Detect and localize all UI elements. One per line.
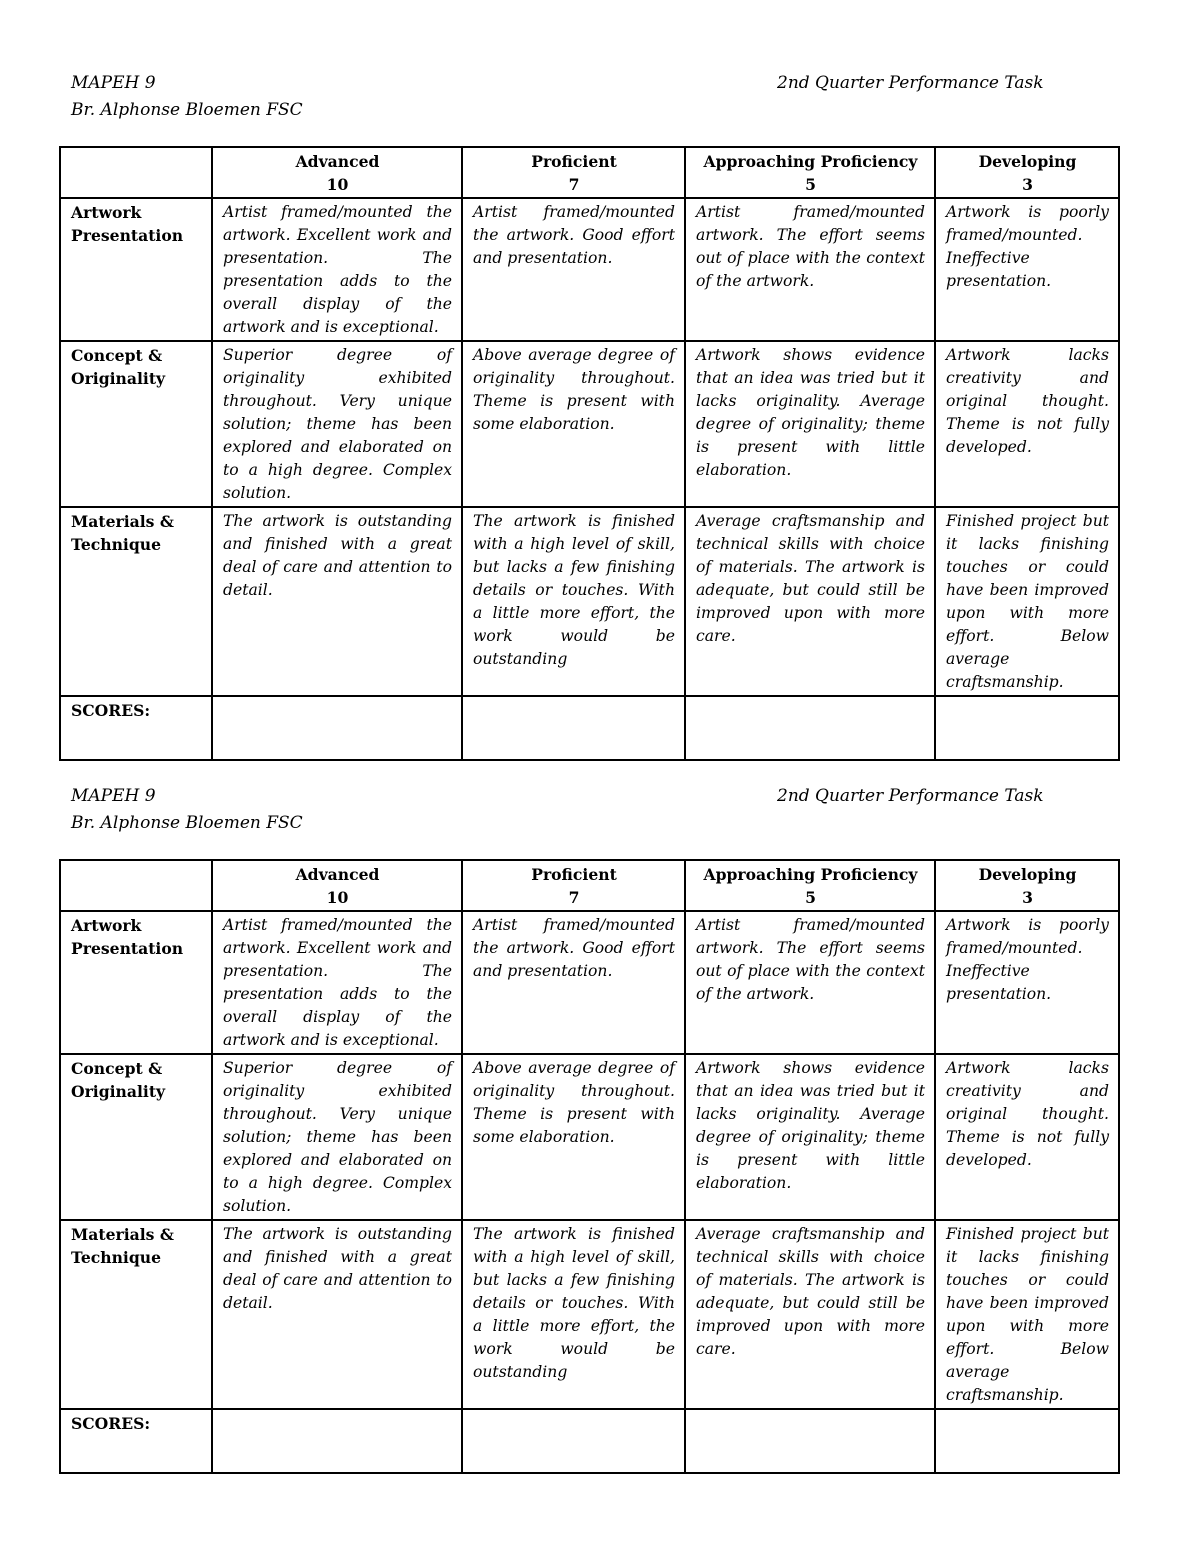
descriptor-cell: Finished project but it lacks finishing touches or could have been improved upon with more effort. Below average craftsmanship. [935,1220,1119,1409]
criterion-line: Technique [71,1248,161,1267]
criterion-line: Concept & [71,346,163,365]
criterion-line: Materials & [71,512,174,531]
score-cell-developing[interactable] [935,1409,1119,1473]
criterion-label [60,911,212,1054]
criterion-line: Presentation [71,939,184,958]
sheet-header [0,783,1200,859]
score-cell-approaching[interactable] [685,1409,935,1473]
subject-title: MAPEH 9 [71,786,156,806]
level-proficient [462,860,685,911]
descriptor-cell: Artist framed/mounted artwork. The effort seems out of place with the context of the artwork. [685,198,935,341]
score-cell-advanced[interactable] [212,696,462,760]
level-developing [935,860,1119,911]
level-points: 5 [805,175,816,194]
level-name: Proficient [531,152,617,171]
teacher-name: Br. Alphonse Bloemen FSC [71,813,303,833]
descriptor-cell: The artwork is outstanding and finished with a great deal of care and attention to detail. [212,507,462,696]
level-approaching [685,860,935,911]
rubric-sheet-1 [0,70,1200,720]
descriptor-cell: Artwork shows evidence that an idea was tried but it lacks originality. Average degree of originality; theme is present with little elaboration. [685,1054,935,1220]
corner-cell [60,860,212,911]
descriptor-cell: Superior degree of originality exhibited throughout. Very unique solution; theme has been explored and elaborated on to a high degree. Complex solution. [212,1054,462,1220]
descriptor-cell: Finished project but it lacks finishing touches or could have been improved upon with more effort. Below average craftsmanship. [935,507,1119,696]
level-name: Proficient [531,865,617,884]
descriptor-cell: Artist framed/mounted the artwork. Excellent work and presentation. The presentation adds to the overall display of the artwork and is exceptional. [212,198,462,341]
level-name: Advanced [295,152,380,171]
level-name: Advanced [295,865,380,884]
level-points: 3 [1022,175,1033,194]
criterion-row-concept [60,1054,1119,1220]
level-points: 5 [805,888,816,907]
descriptor-cell: Artist framed/mounted the artwork. Excellent work and presentation. The presentation adds to the overall display of the artwork and is exceptional. [212,911,462,1054]
descriptor-cell: Superior degree of originality exhibited throughout. Very unique solution; theme has been explored and elaborated on to a high degree. Complex solution. [212,341,462,507]
criterion-row-presentation [60,911,1119,1054]
level-points: 7 [568,175,580,194]
score-cell-proficient[interactable] [462,696,685,760]
criterion-line: Materials & [71,1225,174,1244]
corner-cell [60,147,212,198]
descriptor-cell: Artwork lacks creativity and original thought. Theme is not fully developed. [935,341,1119,507]
criterion-row-presentation [60,198,1119,341]
descriptor-cell: Artist framed/mounted the artwork. Good effort and presentation. [462,911,685,1054]
level-developing [935,147,1119,198]
descriptor-cell: Artwork shows evidence that an idea was tried but it lacks originality. Average degree of originality; theme is present with little elaboration. [685,341,935,507]
descriptor-cell: Above average degree of originality throughout. Theme is present with some elaboration. [462,1054,685,1220]
level-name: Developing [978,865,1077,884]
level-points: 7 [568,888,580,907]
descriptor-cell: Artwork lacks creativity and original thought. Theme is not fully developed. [935,1054,1119,1220]
level-approaching [685,147,935,198]
level-points: 3 [1022,888,1033,907]
teacher-name: Br. Alphonse Bloemen FSC [71,100,303,120]
descriptor-cell: The artwork is outstanding and finished with a great deal of care and attention to detail. [212,1220,462,1409]
criterion-row-concept [60,341,1119,507]
criterion-line: Presentation [71,226,184,245]
scores-row [60,1409,1119,1473]
criterion-label [60,1220,212,1409]
scores-label: SCORES: [60,1409,212,1473]
level-proficient [462,147,685,198]
descriptor-cell: Above average degree of originality throughout. Theme is present with some elaboration. [462,341,685,507]
criterion-line: Artwork [71,916,142,935]
descriptor-cell: Artist framed/mounted the artwork. Good effort and presentation. [462,198,685,341]
score-cell-approaching[interactable] [685,696,935,760]
descriptor-cell: Average craftsmanship and technical skills with choice of materials. The artwork is adequate, but could still be improved upon with more care. [685,507,935,696]
score-cell-proficient[interactable] [462,1409,685,1473]
descriptor-cell: The artwork is finished with a high level of skill, but lacks a few finishing details or touches. With a little more effort, the work would be outstanding [462,507,685,696]
descriptor-cell: Artwork is poorly framed/mounted. Ineffective presentation. [935,911,1119,1054]
descriptor-cell: Artwork is poorly framed/mounted. Ineffective presentation. [935,198,1119,341]
criterion-label [60,341,212,507]
criterion-line: Artwork [71,203,142,222]
descriptor-cell: The artwork is finished with a high level of skill, but lacks a few finishing details or touches. With a little more effort, the work would be outstanding [462,1220,685,1409]
score-cell-developing[interactable] [935,696,1119,760]
sheet-header [0,70,1200,146]
level-name: Developing [978,152,1077,171]
subject-title: MAPEH 9 [71,73,156,93]
level-header-row [60,860,1119,911]
level-advanced [212,860,462,911]
criterion-line: Originality [71,1082,166,1101]
task-title: 2nd Quarter Performance Task [777,73,1044,93]
rubric-sheet-2 [0,783,1200,1433]
rubric-table [59,859,1120,1474]
criterion-label [60,507,212,696]
criterion-row-materials [60,1220,1119,1409]
level-points: 10 [326,888,349,907]
level-points: 10 [326,175,349,194]
task-title: 2nd Quarter Performance Task [777,786,1044,806]
level-name: Approaching Proficiency [703,865,918,884]
criterion-label [60,198,212,341]
criterion-line: Originality [71,369,166,388]
level-name: Approaching Proficiency [703,152,918,171]
score-cell-advanced[interactable] [212,1409,462,1473]
criterion-line: Technique [71,535,161,554]
level-header-row [60,147,1119,198]
criterion-line: Concept & [71,1059,163,1078]
level-advanced [212,147,462,198]
descriptor-cell: Average craftsmanship and technical skills with choice of materials. The artwork is adequate, but could still be improved upon with more care. [685,1220,935,1409]
criterion-row-materials [60,507,1119,696]
descriptor-cell: Artist framed/mounted artwork. The effort seems out of place with the context of the artwork. [685,911,935,1054]
scores-label: SCORES: [60,696,212,760]
criterion-label [60,1054,212,1220]
rubric-table [59,146,1120,761]
scores-row [60,696,1119,760]
